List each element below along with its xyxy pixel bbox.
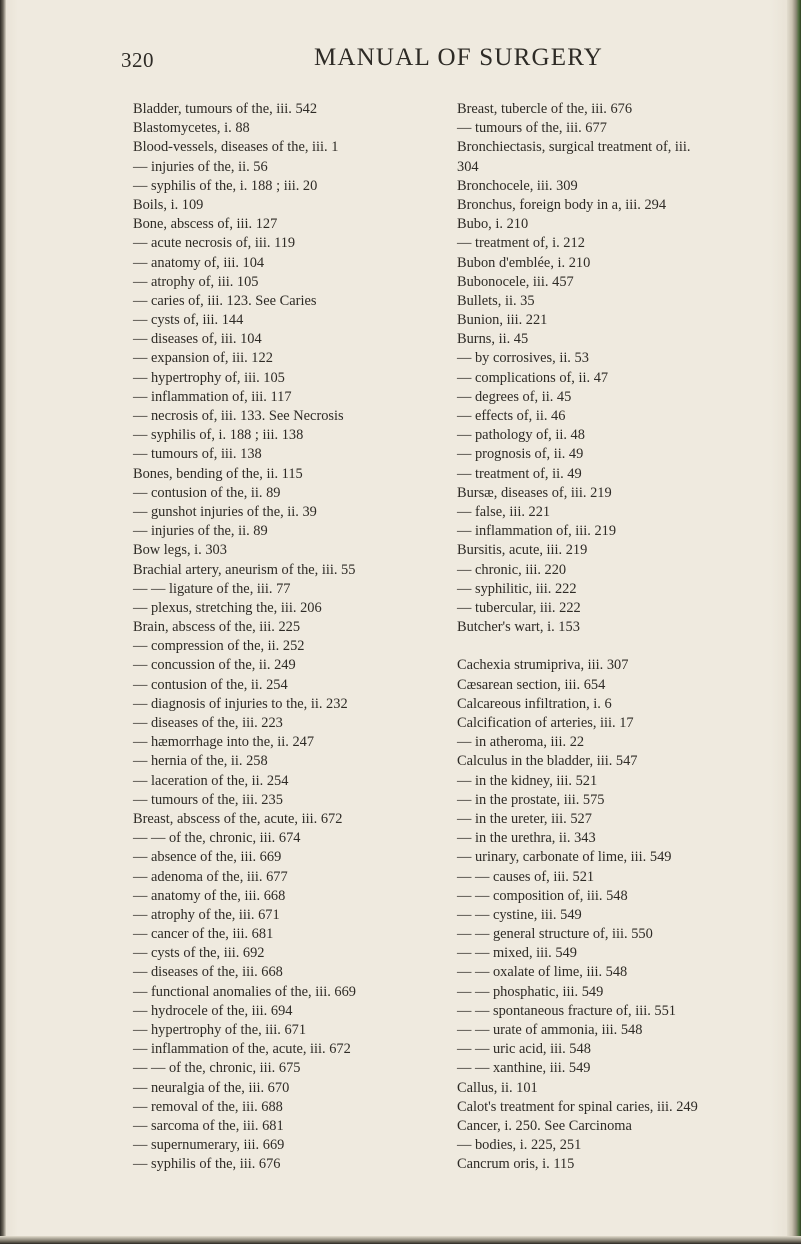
index-entry: — in the kidney, iii. 521 xyxy=(457,772,598,789)
index-entry: — by corrosives, ii. 53 xyxy=(457,350,589,367)
index-entry: — atrophy of the, iii. 671 xyxy=(133,906,280,923)
index-entry: — — causes of, iii. 521 xyxy=(457,868,595,885)
index-entry: — pathology of, ii. 48 xyxy=(457,427,585,444)
index-entry: — prognosis of, ii. 49 xyxy=(457,446,584,463)
index-entry: — syphilis of, i. 188 ; iii. 138 xyxy=(133,427,304,444)
index-entry: — diseases of the, iii. 668 xyxy=(133,964,283,981)
index-entry: Butcher's wart, i. 153 xyxy=(457,619,580,636)
index-entry: — complications of, ii. 47 xyxy=(457,369,609,386)
index-entry: — concussion of the, ii. 249 xyxy=(133,657,296,674)
index-entry: — expansion of, iii. 122 xyxy=(133,350,273,367)
index-entry: — tumours of the, iii. 235 xyxy=(133,791,283,808)
index-entry: 304 xyxy=(457,158,479,175)
index-entry: — acute necrosis of, iii. 119 xyxy=(133,235,296,252)
index-entry: Bursitis, acute, iii. 219 xyxy=(457,542,588,559)
index-entry: — — of the, chronic, iii. 675 xyxy=(133,1060,301,1077)
index-entry: — gunshot injuries of the, ii. 39 xyxy=(133,503,317,520)
index-entry: Breast, abscess of the, acute, iii. 672 xyxy=(133,810,343,827)
index-entry: Bubonocele, iii. 457 xyxy=(457,273,574,290)
index-entry: — atrophy of, iii. 105 xyxy=(133,273,259,290)
index-entry: — — of the, chronic, iii. 674 xyxy=(133,830,301,847)
index-entry: Blastomycetes, i. 88 xyxy=(133,120,250,137)
index-entry: — plexus, stretching the, iii. 206 xyxy=(133,599,322,616)
index-entry: — contusion of the, ii. 254 xyxy=(133,676,288,693)
index-entry: Bronchocele, iii. 309 xyxy=(457,177,578,194)
index-entry: — — xanthine, iii. 549 xyxy=(457,1060,591,1077)
index-entry: — syphilitic, iii. 222 xyxy=(457,580,577,597)
running-title: MANUAL OF SURGERY xyxy=(314,44,603,71)
index-entry: Blood-vessels, diseases of the, iii. 1 xyxy=(133,139,339,156)
index-entry: — tumours of the, iii. 677 xyxy=(457,120,607,137)
index-entry: — false, iii. 221 xyxy=(457,503,551,520)
index-entry: Bullets, ii. 35 xyxy=(457,292,535,309)
index-entry: — syphilis of the, iii. 676 xyxy=(133,1156,281,1173)
index-entry: — — oxalate of lime, iii. 548 xyxy=(457,964,628,981)
index-entry: Bone, abscess of, iii. 127 xyxy=(133,216,278,233)
index-entry: Cancrum oris, i. 115 xyxy=(457,1156,575,1173)
page-bottom-edge xyxy=(0,1236,801,1244)
index-entry: Brain, abscess of the, iii. 225 xyxy=(133,619,301,636)
index-entry: — bodies, i. 225, 251 xyxy=(457,1137,582,1154)
index-entry: — functional anomalies of the, iii. 669 xyxy=(133,983,357,1000)
index-entry: Bunion, iii. 221 xyxy=(457,312,548,329)
index-entry: — in atheroma, iii. 22 xyxy=(457,734,585,751)
index-entry: — in the urethra, ii. 343 xyxy=(457,830,596,847)
index-entry: — in the ureter, iii. 527 xyxy=(457,810,592,827)
index-entry: — treatment of, ii. 49 xyxy=(457,465,582,482)
index-entry: — syphilis of the, i. 188 ; iii. 20 xyxy=(133,177,318,194)
index-entry: — hernia of the, ii. 258 xyxy=(133,753,268,770)
index-entry: — injuries of the, ii. 56 xyxy=(133,158,268,175)
index-entry: — diseases of the, iii. 223 xyxy=(133,715,283,731)
index-entry: — chronic, iii. 220 xyxy=(457,561,567,578)
index-entry: Cachexia strumipriva, iii. 307 xyxy=(457,657,629,674)
index-entry: Bladder, tumours of the, iii. 542 xyxy=(133,101,318,117)
index-entry: — anatomy of, iii. 104 xyxy=(133,254,265,271)
index-entry xyxy=(457,637,777,656)
page-number: 320 xyxy=(121,48,154,72)
index-entry: Calcification of arteries, iii. 17 xyxy=(457,715,634,731)
page-edge xyxy=(787,0,801,1244)
index-entry: Bow legs, i. 303 xyxy=(133,542,227,559)
index-entry: — tubercular, iii. 222 xyxy=(457,599,581,616)
index-entry: — — composition of, iii. 548 xyxy=(457,887,628,904)
index-entry: — — spontaneous fracture of, iii. 551 xyxy=(457,1002,677,1019)
index-entry: — — urate of ammonia, iii. 548 xyxy=(457,1022,643,1038)
index-entry: — supernumerary, iii. 669 xyxy=(133,1137,285,1154)
index-entry: Brachial artery, aneurism of the, iii. 55 xyxy=(133,561,356,578)
index-entry: — contusion of the, ii. 89 xyxy=(133,484,281,501)
index-entry: Bursæ, diseases of, iii. 219 xyxy=(457,484,612,501)
index-entry: — compression of the, ii. 252 xyxy=(133,638,305,655)
index-entry: — hydrocele of the, iii. 694 xyxy=(133,1002,293,1019)
index-entry: — hæmorrhage into the, ii. 247 xyxy=(133,734,315,751)
index-entry: — neuralgia of the, iii. 670 xyxy=(133,1079,290,1096)
index-entry: Calcareous infiltration, i. 6 xyxy=(457,695,612,712)
index-entry: Bronchiectasis, surgical treatment of, iii. xyxy=(457,139,691,156)
page-gutter-shadow xyxy=(0,0,6,1244)
index-entry: — anatomy of the, iii. 668 xyxy=(133,887,286,904)
index-column-left xyxy=(133,100,433,1175)
index-entry: — sarcoma of the, iii. 681 xyxy=(133,1117,284,1134)
page-header xyxy=(0,44,801,84)
index-column-right xyxy=(457,100,777,1175)
index-entry: Bubo, i. 210 xyxy=(457,216,529,233)
index-entry: Calculus in the bladder, iii. 547 xyxy=(457,753,638,770)
index-entry: — — mixed, iii. 549 xyxy=(457,945,577,962)
index-entry: — cysts of the, iii. 692 xyxy=(133,945,265,962)
index-entry: Breast, tubercle of the, iii. 676 xyxy=(457,101,633,117)
index-entry: — hypertrophy of the, iii. 671 xyxy=(133,1022,307,1038)
index-entry: — cysts of, iii. 144 xyxy=(133,312,244,329)
index-entry: — degrees of, ii. 45 xyxy=(457,388,572,405)
index-entry: Calot's treatment for spinal caries, iii. 249 xyxy=(457,1098,698,1115)
index-entry: — removal of the, iii. 688 xyxy=(133,1098,283,1115)
index-entry: — necrosis of, iii. 133. See Necrosis xyxy=(133,408,344,424)
index-entry: — diseases of, iii. 104 xyxy=(133,331,262,348)
index-entry: Boils, i. 109 xyxy=(133,196,204,213)
index-entry: — diagnosis of injuries to the, ii. 232 xyxy=(133,695,348,712)
index-entry: — laceration of the, ii. 254 xyxy=(133,772,289,789)
index-entry: Cancer, i. 250. See Carcinoma xyxy=(457,1117,632,1134)
index-entry: Burns, ii. 45 xyxy=(457,331,529,348)
index-entry: — inflammation of, iii. 117 xyxy=(133,388,292,405)
index-entry: — inflammation of, iii. 219 xyxy=(457,523,617,540)
index-entry: — effects of, ii. 46 xyxy=(457,408,566,424)
index-entry: — — phosphatic, iii. 549 xyxy=(457,983,604,1000)
index-entry: — in the prostate, iii. 575 xyxy=(457,791,605,808)
index-entry: Callus, ii. 101 xyxy=(457,1079,538,1096)
index-entry: Bubon d'emblée, i. 210 xyxy=(457,254,591,271)
index-entry: — hypertrophy of, iii. 105 xyxy=(133,369,285,386)
index-entry: — adenoma of the, iii. 677 xyxy=(133,868,288,885)
index-entry: — treatment of, i. 212 xyxy=(457,235,585,252)
index-entry: Bronchus, foreign body in a, iii. 294 xyxy=(457,196,667,213)
index-entry: — — uric acid, iii. 548 xyxy=(457,1041,591,1058)
index-entry: — caries of, iii. 123. See Caries xyxy=(133,292,317,309)
index-entry: — absence of the, iii. 669 xyxy=(133,849,282,866)
index-entry: — injuries of the, ii. 89 xyxy=(133,523,268,540)
index-entry: — — cystine, iii. 549 xyxy=(457,906,582,923)
index-entry: Bones, bending of the, ii. 115 xyxy=(133,465,303,482)
index-entry: — urinary, carbonate of lime, iii. 549 xyxy=(457,849,672,866)
index-entry: — — ligature of the, iii. 77 xyxy=(133,580,291,597)
index-entry: — cancer of the, iii. 681 xyxy=(133,926,274,943)
index-entry: Cæsarean section, iii. 654 xyxy=(457,676,606,693)
index-entry: — — general structure of, iii. 550 xyxy=(457,926,653,943)
index-entry: — tumours of, iii. 138 xyxy=(133,446,262,463)
index-entry: — inflammation of the, acute, iii. 672 xyxy=(133,1041,351,1058)
